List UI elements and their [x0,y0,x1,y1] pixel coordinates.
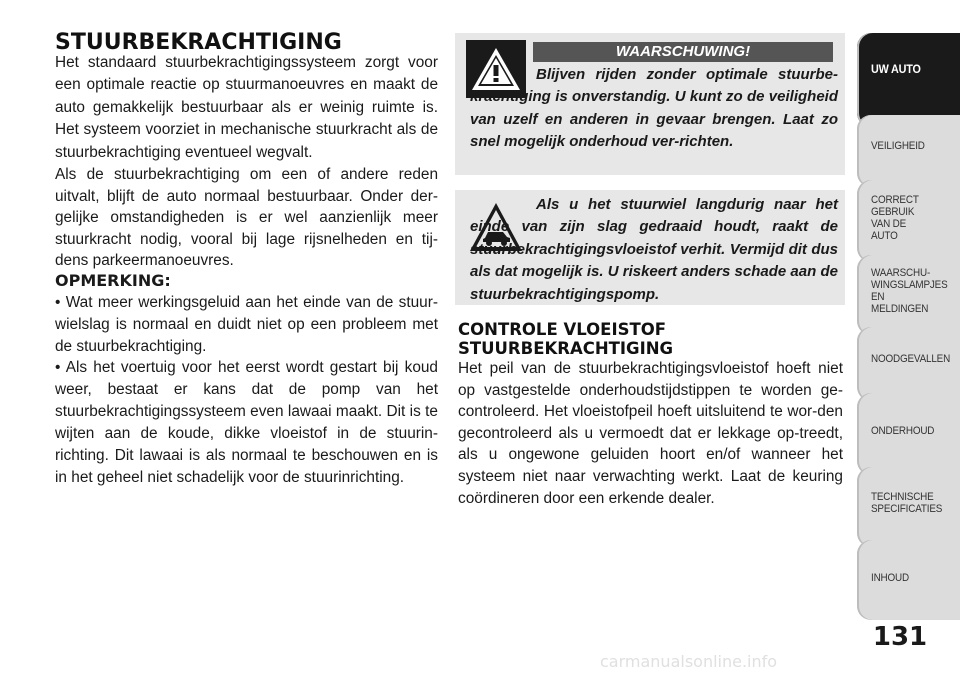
note-bullet-cold-start: • Als het voertuig voor het eerst wordt gestart bij koud weer, bestaat er kans dat de pomp van het stuurbekrachtigingssysteem even lawaai maakt. Dit is te wijten aan de koude, dikke vloeistof in de stuurin-richting. Dit lawaai is als normaal te beschouwen en is in het geheel niet schadelijk voor de stuurinrichting. [55,359,438,486]
paragraph-failure: Als de stuurbekrachtiging om een of andere reden uitvalt, blijft de auto normaal bestuurbaar. Onder der-gelijke omstandigheden is er wel aanzienlijk meer stuurkracht nodig, vooral bij lage rijsnelheden en tij-dens parkeermanoeuvres. [55,166,438,270]
tab-label: TECHNISCHE SPECIFICATIES [871,491,943,515]
tab-label: ONDERHOUD [871,425,935,437]
tab-inhoud[interactable] [857,540,960,620]
fluid-check-title [458,320,673,358]
note-bullet-noise: • Wat meer werkingsgeluid aan het einde van de stuur-wielslag is normaal en duidt niet op een probleem met de stuurbekrachtiging. [55,294,438,355]
section-title: STUURBEKRACHTIGING [55,30,342,55]
tab-label: INHOUD [871,572,909,584]
caution-text: Als u het stuurwiel langdurig naar het einde van zijn slag gedraaid houdt, raakt de stuurbekrachtigingsvloeistof verhit. Vermijd dit dus als dat mogelijk is. U riskeert anders schade aan de stuurbekrachtigingspomp. [470,196,838,303]
tab-veiligheid[interactable] [857,115,960,187]
tab-label: WAARSCHU-WINGSLAMPJES EN MELDINGEN [871,267,948,315]
page-number: 131 [872,622,928,652]
tab-label: VEILIGHEID [871,140,925,152]
fluid-check-title-line2: STUURBEKRACHTIGING [458,339,674,358]
note-label: OPMERKING: [55,271,171,290]
tab-uw-auto[interactable] [857,33,960,127]
tab-waarschuwingslampjes[interactable] [857,255,960,335]
chapter-tabs [857,0,960,678]
tab-onderhoud[interactable] [857,393,960,475]
tab-noodgevallen[interactable] [857,327,960,401]
tab-label: NOODGEVALLEN [871,353,951,365]
warning-title: WAARSCHUWING! [533,42,833,62]
tab-label: CORRECT GEBRUIK VAN DE AUTO [871,194,919,242]
tab-label: UW AUTO [871,62,921,76]
warning-text: Blijven rijden zonder optimale stuurbe-krachtiging is onverstandig. U kunt zo de veiligheid van uzelf en anderen in gevaar brengen. Laat zo snel mogelijk onderhoud ver-richten. [470,66,838,151]
fluid-check-title-line1: CONTROLE VLOEISTOF [458,320,667,339]
paragraph-fluid-check: Het peil van de stuurbekrachtigingsvloeistof hoeft niet op vastgestelde onderhoudstijdstippen te worden ge-controleerd. Het vloeistofpeil hoeft uitsluitend te wor-den gecontroleerd als u vermoedt dat er lekkage op-treedt, als u ongewone geluiden hoort en/of wanneer het systeem niet naar verwachting werkt. Laat de keuring coördineren door een erkende dealer. [458,360,843,507]
paragraph-intro: Het standaard stuurbekrachtigingssysteem zorgt voor een optimale reactie op stuurmanoeuvres en maakt de auto gemakkelijk bestuurbaar als er weinig ruimte is. Het systeem voorziet in mechanische stuurkracht als de stuurbekrachtiging eventueel wegvalt. [55,54,438,161]
watermark: carmanualsonline.info [600,652,778,671]
tab-correct-gebruik[interactable] [857,180,960,262]
tab-technische-specificaties[interactable] [857,467,960,547]
